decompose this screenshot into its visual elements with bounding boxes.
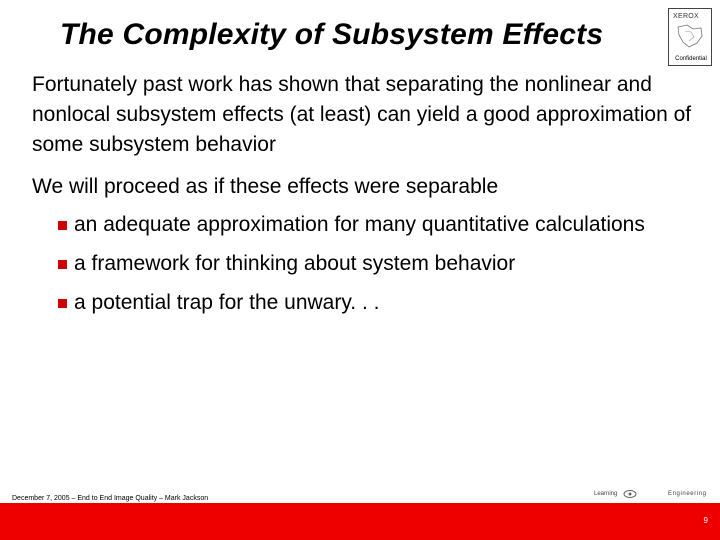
bullet-text: a framework for thinking about system behavior xyxy=(74,252,516,275)
slide-title: The Complexity of Subsystem Effects xyxy=(60,18,604,51)
confidential-label: Confidential xyxy=(675,56,707,62)
bullet-text: an adequate approximation for many quantitative calculations xyxy=(74,213,645,236)
footer-bar xyxy=(0,503,720,540)
emblem-icon xyxy=(622,489,638,499)
bullet-item xyxy=(32,288,702,318)
company-logo xyxy=(668,8,712,66)
body-paragraph: We will proceed as if these effects were separable xyxy=(32,175,499,198)
footer-caption: December 7, 2005 – End to End Image Quality – Mark Jackson xyxy=(12,495,209,502)
footer-logo-right-text: Engineering xyxy=(668,491,707,497)
footer-logo-left-text: Learning xyxy=(594,491,618,497)
bullet-item xyxy=(32,249,702,279)
bullet-item xyxy=(32,210,702,240)
body-paragraph: Fortunately past work has shown that separating the nonlinear and nonlocal subsystem effects (at least) can yield a good approximation of some subsystem behavior xyxy=(32,73,692,156)
map-outline-icon xyxy=(675,23,705,49)
square-bullet-icon xyxy=(58,221,67,230)
footer-logo xyxy=(594,487,714,503)
slide-body xyxy=(32,70,702,327)
square-bullet-icon xyxy=(58,260,67,269)
square-bullet-icon xyxy=(58,299,67,308)
bullet-list xyxy=(32,210,702,318)
bullet-text: a potential trap for the unwary. . . xyxy=(74,291,380,314)
page-number: 9 xyxy=(703,516,708,525)
logo-brand: XEROX xyxy=(673,13,700,20)
